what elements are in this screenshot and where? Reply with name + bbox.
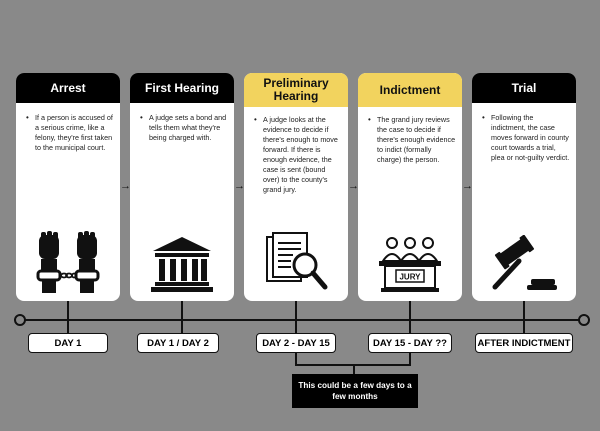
- day-label: DAY 15 - DAY ??: [368, 333, 452, 353]
- step-description: • A judge sets a bond and tells them what they're being charged with.: [140, 113, 228, 143]
- arrow-icon: →: [462, 180, 473, 192]
- step-card-arrest: [16, 73, 120, 301]
- jury-box-icon: [377, 235, 443, 293]
- connector-line: [409, 301, 411, 333]
- connector-line: [181, 301, 183, 333]
- arrow-icon: →: [120, 180, 131, 192]
- day-label: DAY 1: [28, 333, 108, 353]
- duration-note: This could be a few days to a few months: [292, 374, 418, 408]
- step-title: Indictment: [358, 73, 462, 107]
- step-title: Arrest: [16, 73, 120, 103]
- step-title: Trial: [472, 73, 576, 103]
- step-description: • Following the indictment, the case moves forward in county court towards a trial, plea or not-guilty verdict.: [482, 113, 570, 163]
- bracket-line: [353, 364, 355, 374]
- arrow-icon: →: [348, 180, 359, 192]
- step-title: Preliminary Hearing: [244, 73, 348, 107]
- step-card-first-hearing: [130, 73, 234, 301]
- step-description: • If a person is accused of a serious crime, like a felony, they're first taken to the municipal court.: [26, 113, 114, 153]
- timeline-start-dot: [14, 314, 26, 326]
- connector-line: [523, 301, 525, 333]
- timeline-end-dot: [578, 314, 590, 326]
- handcuffed-hands-icon: [33, 231, 103, 293]
- step-card-indictment: [358, 73, 462, 301]
- document-magnifier-icon: [263, 231, 329, 293]
- connector-line: [295, 301, 297, 333]
- gavel-icon: [489, 235, 559, 293]
- step-card-preliminary-hearing: [244, 73, 348, 301]
- step-description: • The grand jury reviews the case to decide if there's enough evidence to indict (formally charge) the person.: [368, 115, 456, 165]
- day-label: DAY 2 - DAY 15: [256, 333, 336, 353]
- step-description: • A judge looks at the evidence to decide if there's enough to move forward. If there is enough evidence, the case is sent (bound over) to the county's grand jury.: [254, 115, 342, 195]
- timeline-line: [16, 319, 584, 321]
- step-card-trial: [472, 73, 576, 301]
- courthouse-icon: [151, 235, 213, 293]
- connector-line: [67, 301, 69, 333]
- arrow-icon: →: [234, 180, 245, 192]
- jury-label: JURY: [399, 272, 421, 282]
- step-title: First Hearing: [130, 73, 234, 103]
- day-label: DAY 1 / DAY 2: [137, 333, 219, 353]
- day-label: AFTER INDICTMENT: [475, 333, 573, 353]
